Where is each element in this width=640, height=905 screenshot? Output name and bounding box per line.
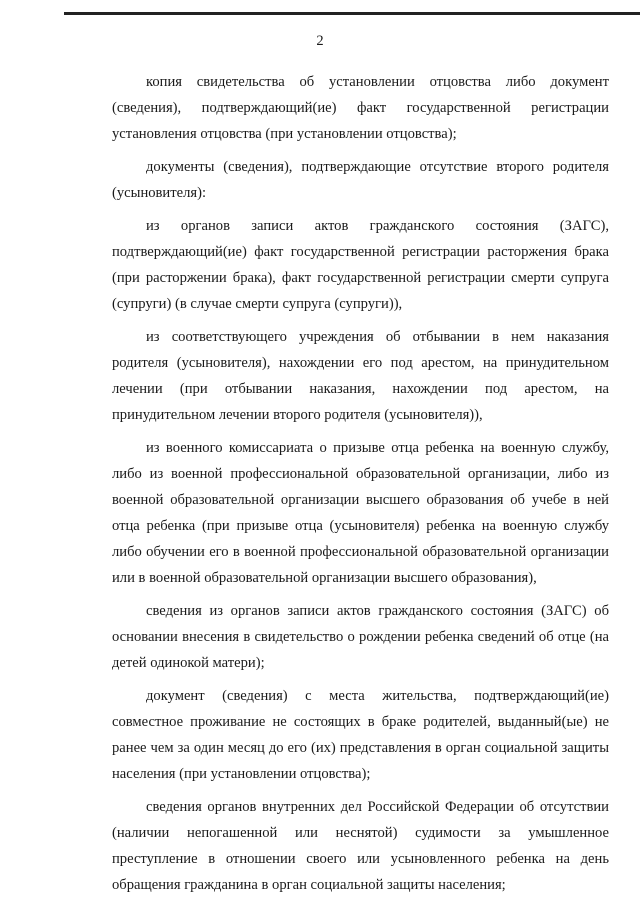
paragraph-residence-document: документ (сведения) с места жительства, подтверждающий(ие) совместное проживание не состоящих в браке родителей, выданный(ые) не ранее чем за один месяц до его (их) представления в орган социальной защиты населения (при установлении отцовства); xyxy=(112,688,609,782)
paragraph-zags-single-mother: сведения из органов записи актов гражданского состояния (ЗАГС) об основании внесения в свидетельство о рождении ребенка сведений об отце (на детей одинокой матери); xyxy=(112,603,609,671)
paragraph-military-commissariat: из военного комиссариата о призыве отца ребенка на военную службу, либо из военной профессиональной образовательной организации, либо из военной образовательной организации высшего образования об учебе в ней отца ребенка (при призыве отца (усыновителя) ребенка на военную службу либо обучении его в военной профессиональной образовательной организации или в военной образовательной организации высшего образования), xyxy=(112,440,609,586)
paragraph-paternity-certificate: копия свидетельства об установлении отцовства либо документ (сведения), подтверждающий(ие) факт государственной регистрации установления отцовства (при установлении отцовства); xyxy=(112,74,609,142)
page-number: 2 xyxy=(316,33,324,49)
paragraph-zags-divorce-death: из органов записи актов гражданского состояния (ЗАГС), подтверждающий(ие) факт государственной регистрации расторжения брака (при расторжении брака), факт государственной регистрации смерти супруга (супруги) (в случае смерти супруга (супруги)), xyxy=(112,218,609,312)
paragraph-criminal-record: сведения органов внутренних дел Российской Федерации об отсутствии (наличии непогашенной или неснятой) судимости за умышленное преступление в отношении своего или усыновленного ребенка на день обращения гражданина в орган социальной защиты населения; xyxy=(112,799,609,893)
paragraph-institution-punishment: из соответствующего учреждения об отбывании в нем наказания родителя (усыновителя), нахождении его под арестом, на принудительном лечении (при отбывании наказания, нахождении под арестом, на принудительном лечении второго родителя (усыновителя)), xyxy=(112,329,609,423)
document-body xyxy=(112,69,609,905)
top-border-line xyxy=(64,12,640,15)
paragraph-absence-second-parent: документы (сведения), подтверждающие отсутствие второго родителя (усыновителя): xyxy=(112,159,609,201)
